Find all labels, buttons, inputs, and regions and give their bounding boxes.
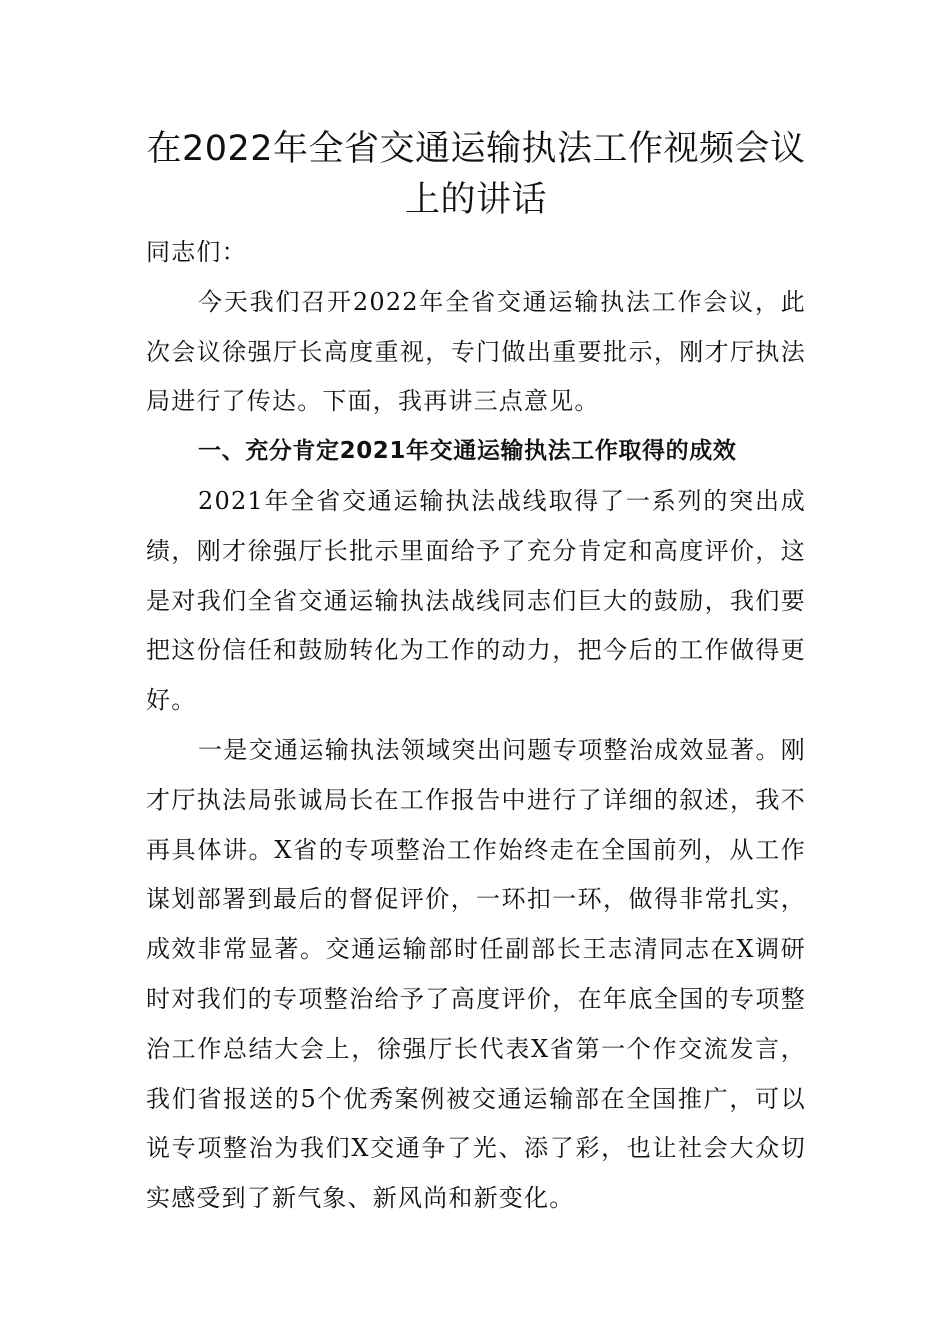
document-title: [146, 124, 806, 226]
title-line-2: 上的讲话: [404, 180, 547, 220]
salutation: 同志们：: [146, 238, 247, 266]
document-page: [146, 124, 806, 1224]
title-line-1: 在2022年全省交通运输执法工作视频会议: [146, 129, 806, 169]
intro-paragraph: 今天我们召开2022年全省交通运输执法工作会议，此次会议徐强厅长高度重视，专门做出重要批示，刚才厅执法局进行了传达。下面，我再讲三点意见。: [146, 287, 806, 416]
section-1-heading: 一、充分肯定2021年交通运输执法工作取得的成效: [198, 438, 737, 465]
section-1-paragraph-1: 2021年全省交通运输执法战线取得了一系列的突出成绩，刚才徐强厅长批示里面给予了充分肯定和高度评价，这是对我们全省交通运输执法战线同志们巨大的鼓励，我们要把这份信任和鼓励转化为工作的动力，把今后的工作做得更好。: [146, 486, 806, 715]
section-1-paragraph-2: 一是交通运输执法领域突出问题专项整治成效显著。刚才厅执法局张诚局长在工作报告中进行了详细的叙述，我不再具体讲。X省的专项整治工作始终走在全国前列，从工作谋划部署到最后的督促评价，一环扣一环，做得非常扎实，成效非常显著。交通运输部时任副部长王志清同志在X调研时对我们的专项整治给予了高度评价，在年底全国的专项整治工作总结大会上，徐强厅长代表X省第一个作交流发言，我们省报送的5个优秀案例被交通运输部在全国推广，可以说专项整治为我们X交通争了光、添了彩，也让社会大众切实感受到了新气象、新风尚和新变化。: [146, 735, 806, 1213]
